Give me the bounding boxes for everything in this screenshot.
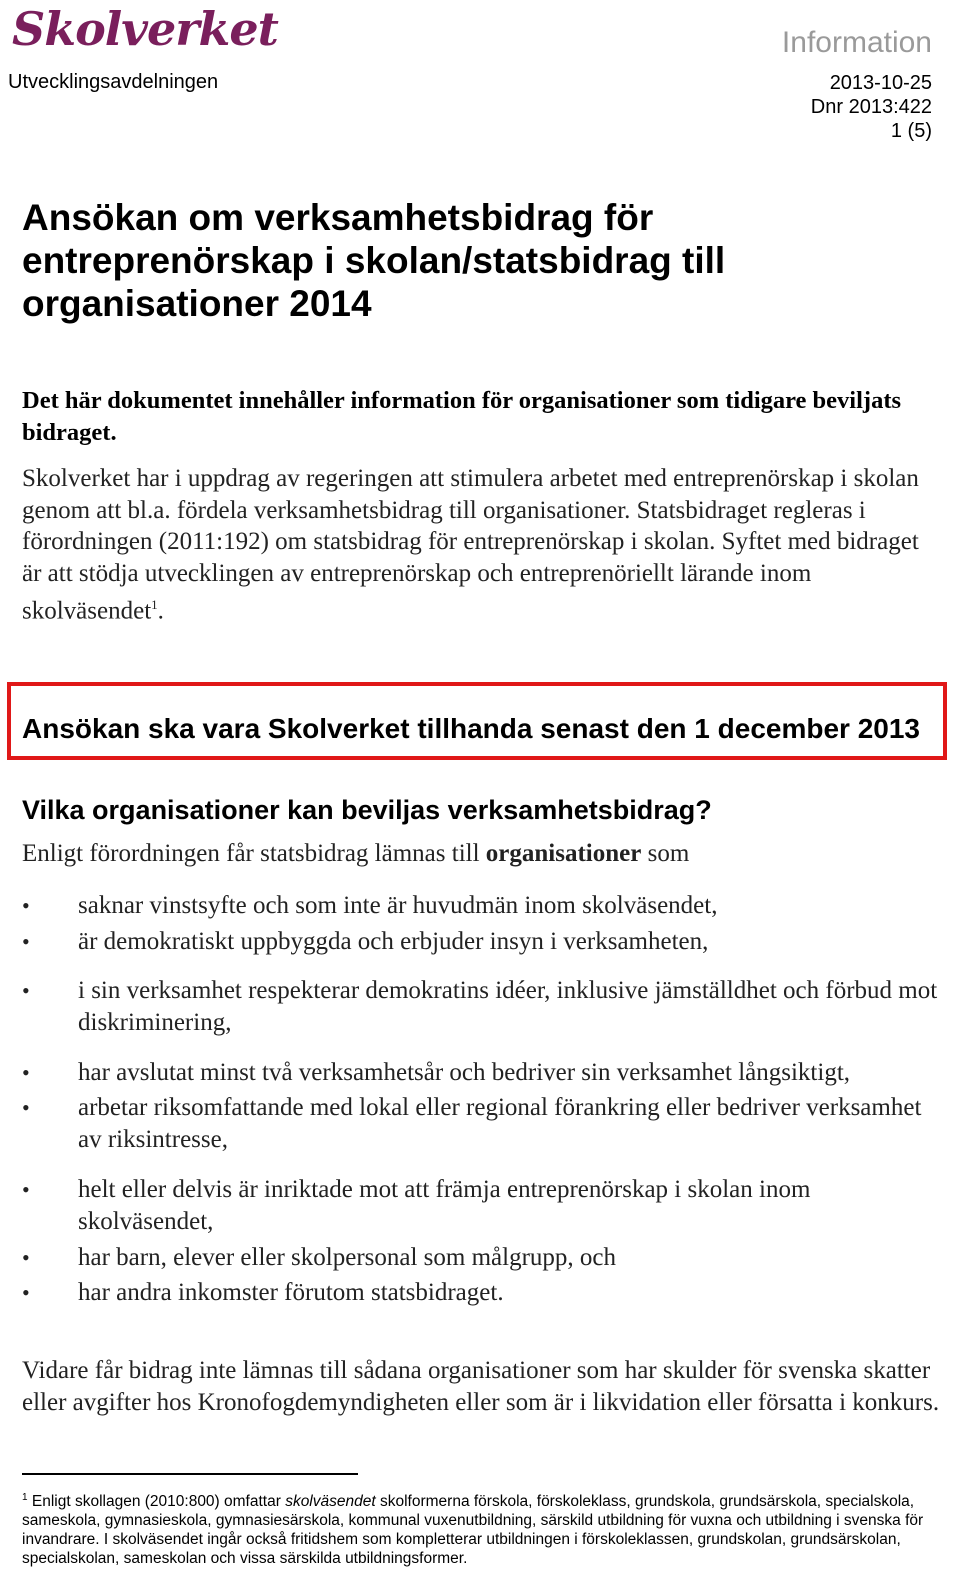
- footnote-text-post: skolformerna förskola, förskoleklass, grundskola, grundsärskola, specialskola, sameskola, gymnasieskola, gymnasiesärskola, kommunal vuxenutbildning, särskild utbildning för vuxna och utbildning i svenska för invandrare. I skolväsendet ingår också fritidshem som kompletterar utbildningen i förskoleklassen, grundskolan, grundsärskolan, specialskolan, sameskolan och vissa särskilda utbildningsformer.: [22, 1493, 924, 1568]
- footnote-text-pre: Enligt skollagen (2010:800) omfattar: [27, 1493, 286, 1511]
- list-item-text: är demokratiskt uppbyggda och erbjuder insyn i verksamheten,: [78, 928, 709, 955]
- footnote: [22, 1488, 942, 1568]
- list-item-text: helt eller delvis är inriktade mot att främja entreprenörskap i skolan inom skolväsendet,: [78, 1176, 811, 1235]
- list-item-text: har barn, elever eller skolpersonal som målgrupp, och: [78, 1244, 617, 1271]
- document-meta: [811, 71, 932, 143]
- section-lead: [22, 840, 689, 868]
- title-line-2: entreprenörskap i skolan/statsbidrag till: [22, 240, 726, 281]
- document-dnr: Dnr 2013:422: [810, 96, 932, 118]
- department-label: Utvecklingsavdelningen: [8, 71, 219, 93]
- intro-paragraph-text: Skolverket har i uppdrag av regeringen att stimulera arbetet med entreprenörskap i skolan genom att bl.a. fördela verksamhetsbidrag till organisationer. Statsbidraget regleras i förordningen (2011:192) om statsbidrag för entreprenörskap i skolan. Syftet med bidraget är att stödja utvecklingen av entreprenörskap och entreprenöriellt lärande inom skolväsendet: [22, 465, 919, 625]
- deadline-text: Ansökan ska vara Skolverket tillhanda senast den 1 december 2013: [22, 713, 920, 744]
- closing-paragraph: Vidare får bidrag inte lämnas till sådana organisationer som har skulder för svenska skatter eller avgifter hos Kronofogdemyndigheten eller som är i likvidation eller försatta i konkurs.: [22, 1357, 940, 1416]
- intro-paragraph: [22, 463, 942, 627]
- bullet-icon: •: [22, 1095, 30, 1120]
- document-date: 2013-10-25: [829, 72, 932, 94]
- title-line-3: organisationer 2014: [22, 283, 372, 324]
- list-item-text: har andra inkomster förutom statsbidraget.: [78, 1279, 504, 1306]
- footnote-number: 1: [22, 1492, 28, 1503]
- bullet-icon: •: [22, 978, 30, 1003]
- section-lead-bold: organisationer: [485, 840, 642, 867]
- bullet-icon: •: [22, 1280, 30, 1305]
- footnote-divider: [22, 1473, 358, 1475]
- footnote-text-italic: skolväsendet: [285, 1493, 376, 1511]
- bullet-icon: •: [22, 929, 30, 954]
- section-lead-post: som: [641, 840, 690, 867]
- page-title: [22, 196, 922, 325]
- bullet-icon: •: [22, 1060, 30, 1085]
- list-item-text: saknar vinstsyfte och som inte är huvudmän inom skolväsendet,: [78, 892, 718, 919]
- intro-bold-text: Det här dokumentet innehåller information för organisationer som tidigare beviljats bidraget.: [22, 387, 902, 446]
- list-item-text: i sin verksamhet respekterar demokratins idéer, inklusive jämställdhet och förbud mot diskriminering,: [78, 977, 938, 1036]
- skolverket-logo: Skolverket: [12, 2, 278, 56]
- bullet-icon: •: [22, 893, 30, 918]
- bullet-icon: •: [22, 1245, 30, 1270]
- footnote-reference: 1: [151, 597, 158, 612]
- list-item-text: har avslutat minst två verksamhetsår och bedriver sin verksamhet långsiktigt,: [78, 1059, 851, 1086]
- list-item-text: arbetar riksomfattande med lokal eller regional förankring eller bedriver verksamhet av riksintresse,: [78, 1094, 922, 1153]
- intro-paragraph-end: .: [157, 597, 164, 625]
- section-lead-pre: Enligt förordningen får statsbidrag lämnas till: [22, 840, 486, 867]
- section-heading: Vilka organisationer kan beviljas verksamhetsbidrag?: [22, 795, 712, 825]
- document-type-label: Information: [781, 26, 932, 59]
- title-line-1: Ansökan om verksamhetsbidrag för: [22, 197, 654, 238]
- bullet-icon: •: [22, 1177, 30, 1202]
- page-number: 1 (5): [890, 120, 932, 142]
